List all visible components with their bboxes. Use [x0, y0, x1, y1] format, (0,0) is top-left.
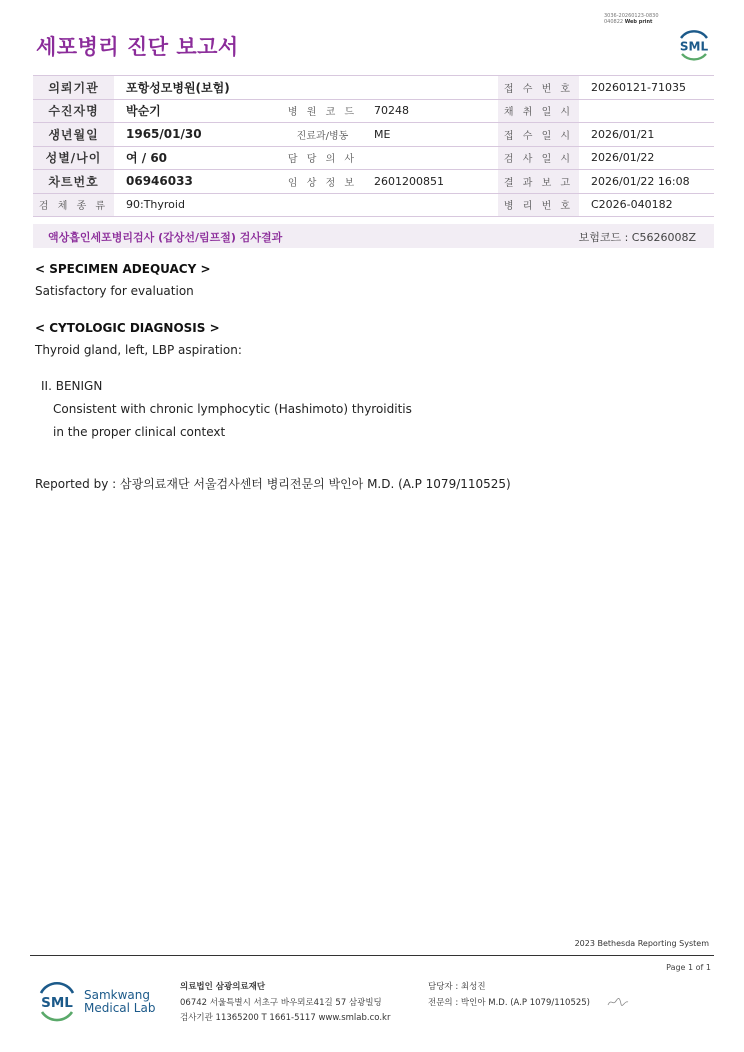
patient-info-table — [33, 75, 714, 217]
info-row — [33, 99, 714, 123]
signature-icon — [607, 997, 629, 1007]
diagnosis-site: Thyroid gland, left, LBP aspiration: — [35, 343, 242, 357]
diagnosis-line-2: in the proper clinical context — [53, 425, 226, 439]
footer-org-info — [180, 980, 390, 1027]
value-accession-number: 20260121-71035 — [579, 76, 714, 100]
samkwang-logo-text: SML — [41, 995, 73, 1011]
company-name-line2: Medical Lab — [84, 1001, 156, 1015]
info-row — [33, 76, 714, 100]
specialist: 전문의 : 박인아 M.D. (A.P 1079/110525) — [428, 997, 590, 1008]
label-chart-number: 차트번호 — [33, 170, 114, 194]
label-patient-name: 수진자명 — [33, 99, 114, 123]
label-result-report: 결 과 보 고 — [498, 170, 579, 194]
label-birth-date: 생년월일 — [33, 123, 114, 147]
diagnosis-line-1: Consistent with chronic lymphocytic (Hashimoto) thyroiditis — [53, 402, 412, 416]
reported-by: Reported by : 삼광의료재단 서울검사센터 병리전문의 박인아 M.D. (A.P 1079/110525) — [35, 477, 511, 491]
insurance-code: 보험코드 : C5626008Z — [578, 231, 696, 244]
org-name: 의료법인 삼광의료재단 — [180, 982, 266, 992]
company-name-line1: Samkwang — [84, 988, 150, 1002]
test-name: 액상흡인세포병리검사 (갑상선/림프절) 검사결과 — [48, 231, 283, 244]
label-clinical-info: 임 상 정 보 — [283, 170, 362, 194]
label-pathology-number: 병 리 번 호 — [498, 193, 579, 217]
value-hospital-code: 70248 — [362, 99, 498, 123]
adequacy-text: Satisfactory for evaluation — [35, 284, 194, 298]
value-received-date: 2026/01/21 — [579, 123, 714, 147]
value-birth-date: 1965/01/30 — [114, 123, 283, 147]
label-specimen-type: 검 체 종 류 — [33, 193, 114, 217]
label-collection-date: 채 취 일 시 — [498, 99, 579, 123]
print-code-line2: 040822 — [604, 19, 624, 25]
label-test-date: 검 사 일 시 — [498, 146, 579, 170]
company-name — [84, 989, 155, 1015]
value-attending-physician — [362, 146, 498, 170]
test-header-bar — [33, 224, 714, 248]
info-row — [33, 170, 714, 194]
print-code — [604, 13, 659, 25]
adequacy-heading: < SPECIMEN ADEQUACY > — [35, 262, 211, 276]
page-number: Page 1 of 1 — [666, 963, 711, 972]
label-hospital-code: 병 원 코 드 — [283, 99, 362, 123]
value-collection-date — [579, 99, 714, 123]
bethesda-system: 2023 Bethesda Reporting System — [574, 939, 709, 948]
footer-divider — [30, 955, 714, 956]
sml-logo-icon — [675, 26, 713, 64]
diagnosis-heading: < CYTOLOGIC DIAGNOSIS > — [35, 321, 220, 335]
value-result-report: 2026/01/22 16:08 — [579, 170, 714, 194]
label-attending-physician: 담 당 의 사 — [283, 146, 362, 170]
org-address: 06742 서울특별시 서초구 바우뫼로41길 57 삼광빌딩 — [180, 997, 382, 1008]
value-test-date: 2026/01/22 — [579, 146, 714, 170]
manager: 담당자 : 최성진 — [428, 982, 486, 992]
org-contact: 검사기관 11365200 T 1661-5117 www.smlab.co.kr — [180, 1013, 391, 1023]
value-patient-name: 박순기 — [114, 99, 283, 123]
value-specimen-type: 90:Thyroid — [114, 193, 498, 217]
sml-logo-text: SML — [679, 39, 709, 54]
label-accession-number: 접 수 번 호 — [498, 76, 579, 100]
footer-staff-info — [428, 980, 629, 1011]
label-sex-age: 성별/나이 — [33, 146, 114, 170]
print-code-line1: 3036-20260123-0830 — [604, 13, 659, 19]
label-department: 진료과/병동 — [283, 123, 362, 147]
label-requesting-institution: 의뢰기관 — [33, 76, 114, 100]
value-requesting-institution: 포항성모병원(보험) — [114, 76, 498, 100]
samkwang-logo-icon — [36, 980, 78, 1024]
value-clinical-info: 2601200851 — [362, 170, 498, 194]
info-row — [33, 146, 714, 170]
diagnosis-category: II. BENIGN — [41, 379, 103, 393]
value-sex-age: 여 / 60 — [114, 146, 283, 170]
value-chart-number: 06946033 — [114, 170, 283, 194]
info-row — [33, 123, 714, 147]
report-title: 세포병리 진단 보고서 — [36, 35, 239, 59]
web-print-label: Web print — [624, 19, 653, 25]
label-received-date: 접 수 일 시 — [498, 123, 579, 147]
value-department: ME — [362, 123, 498, 147]
value-pathology-number: C2026-040182 — [579, 193, 714, 217]
info-row — [33, 193, 714, 217]
